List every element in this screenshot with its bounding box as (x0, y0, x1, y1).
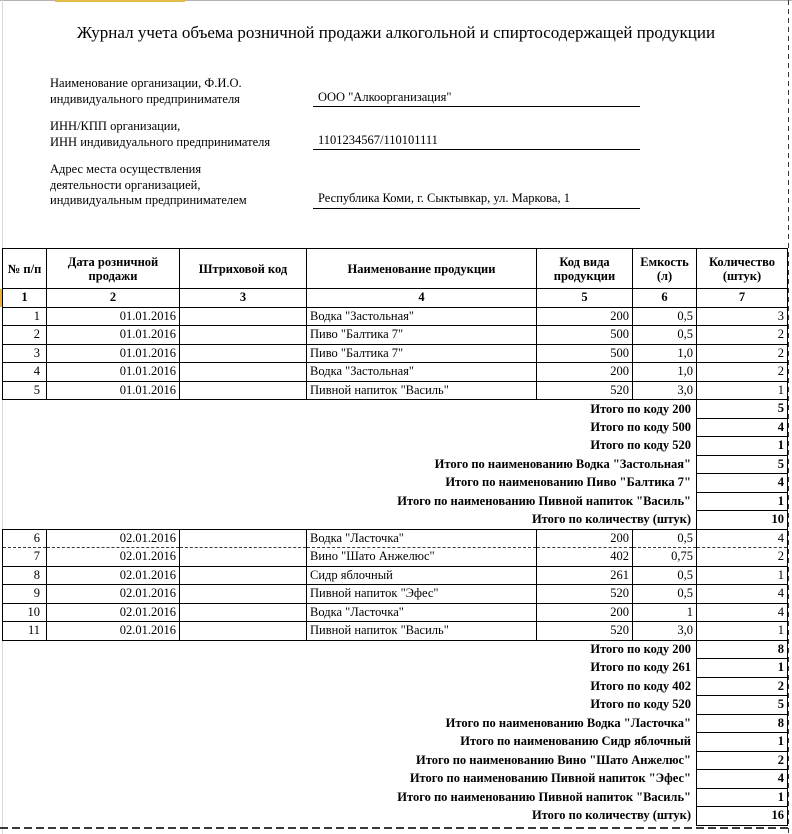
total-label: Итого по коду 402 (590, 678, 691, 693)
total-label: Итого по коду 500 (590, 419, 691, 434)
page-break-line-right (788, 0, 789, 834)
cell-row-number: 6 (3, 529, 47, 548)
day1-totals-section (3, 400, 788, 530)
table-data-row (3, 381, 788, 400)
cell-volume: 0,5 (633, 585, 697, 604)
col-header-num: № п/п (3, 249, 47, 289)
cell-product-name: Водка "Ласточка" (307, 529, 537, 548)
total-value: 8 (697, 714, 788, 733)
table-data-row (3, 529, 788, 548)
total-label: Итого по наименованию Водка "Застольная" (434, 456, 691, 471)
page-break-line-bottom (0, 827, 792, 829)
total-label: Итого по наименованию Пивной напиток "Василь" (397, 493, 691, 508)
cell-barcode (180, 381, 307, 400)
journal-title: Журнал учета объема розничной продажи алкогольной и спиртосодержащей продукции (76, 23, 716, 42)
cell-volume: 3,0 (633, 622, 697, 641)
table-data-row (3, 548, 788, 567)
table-data-row (3, 622, 788, 641)
cell-volume: 1,0 (633, 363, 697, 382)
total-row (3, 418, 788, 437)
total-value: 1 (697, 492, 788, 511)
cell-sale-date: 01.01.2016 (47, 363, 180, 382)
day2-rows-section (3, 529, 788, 640)
total-value: 16 (697, 807, 788, 826)
org-inn-label-line1: ИНН/КПП организации, (50, 119, 181, 133)
sheet-top-gold-segment (55, 0, 185, 2)
col-number-7: 7 (697, 289, 788, 308)
cell-product-name: Пиво "Балтика 7" (307, 344, 537, 363)
cell-quantity: 4 (697, 585, 788, 604)
cell-sale-date: 01.01.2016 (47, 307, 180, 326)
cell-sale-date: 02.01.2016 (47, 585, 180, 604)
total-label: Итого по количеству (штук) (531, 808, 691, 823)
col-header-volume: Емкость (л) (633, 249, 697, 289)
org-address-value: Республика Коми, г. Сыктывкар, ул. Маркова, 1 (313, 191, 640, 209)
total-label: Итого по коду 261 (590, 660, 691, 675)
cell-quantity: 2 (697, 548, 788, 567)
col-number-3: 3 (180, 289, 307, 308)
cell-barcode (180, 307, 307, 326)
column-header-row (3, 249, 788, 289)
total-value: 5 (697, 696, 788, 715)
cell-product-code: 402 (537, 548, 633, 567)
org-inn-field (50, 119, 650, 150)
cell-quantity: 3 (697, 307, 788, 326)
day1-rows-section (3, 307, 788, 400)
cell-sale-date: 01.01.2016 (47, 381, 180, 400)
total-value: 2 (697, 677, 788, 696)
total-value: 4 (697, 418, 788, 437)
total-value: 1 (697, 437, 788, 456)
table-data-row (3, 603, 788, 622)
total-row (3, 455, 788, 474)
total-row (3, 659, 788, 678)
cell-product-name: Вино "Шато Анжелюс" (307, 548, 537, 567)
col-number-6: 6 (633, 289, 697, 308)
total-label: Итого по количеству (штук) (531, 512, 691, 526)
cell-barcode (180, 363, 307, 382)
cell-barcode (180, 326, 307, 345)
cell-volume: 1 (633, 603, 697, 622)
cell-product-code: 520 (537, 622, 633, 641)
journal-table (2, 248, 788, 826)
org-address-label-line2: деятельности организацией, (50, 177, 201, 192)
total-row (3, 640, 788, 659)
org-name-label-line1: Наименование организации, Ф.И.О. (50, 76, 242, 90)
day2-totals-section (3, 640, 788, 825)
cell-quantity: 4 (697, 603, 788, 622)
total-row (3, 511, 788, 530)
cell-quantity: 1 (697, 566, 788, 585)
cell-row-number: 4 (3, 363, 47, 382)
total-row (3, 677, 788, 696)
org-inn-value: 1101234567/110101111 (313, 133, 640, 151)
cell-quantity: 1 (697, 622, 788, 641)
cell-barcode (180, 344, 307, 363)
col-number-1: 1 (3, 289, 47, 308)
org-inn-label (50, 119, 313, 150)
total-value: 10 (697, 511, 788, 530)
cell-row-number: 11 (3, 622, 47, 641)
cell-product-code: 520 (537, 585, 633, 604)
cell-barcode (180, 529, 307, 548)
org-name-label (50, 76, 313, 107)
col-header-date: Дата розничной продажи (47, 249, 180, 289)
total-row (3, 807, 788, 826)
cell-sale-date: 02.01.2016 (47, 548, 180, 567)
cell-row-number: 2 (3, 326, 47, 345)
org-address-label-line3: индивидуальным предпринимателем (50, 193, 247, 207)
cell-row-number: 9 (3, 585, 47, 604)
cell-product-code: 500 (537, 326, 633, 345)
cell-row-number: 1 (3, 307, 47, 326)
cell-sale-date: 02.01.2016 (47, 566, 180, 585)
cell-row-number: 5 (3, 381, 47, 400)
cell-product-code: 200 (537, 363, 633, 382)
total-label: Итого по коду 520 (590, 697, 691, 712)
cell-product-code: 200 (537, 307, 633, 326)
table-data-row (3, 566, 788, 585)
col-header-quantity: Количество (штук) (697, 249, 788, 289)
cell-quantity: 2 (697, 326, 788, 345)
total-label: Итого по наименованию Вино "Шато Анжелюс" (416, 752, 691, 767)
cell-product-name: Пиво "Балтика 7" (307, 326, 537, 345)
total-value: 1 (697, 659, 788, 678)
col-number-4: 4 (307, 289, 537, 308)
total-row (3, 437, 788, 456)
cell-barcode (180, 566, 307, 585)
col-header-product-code: Код вида продукции (537, 249, 633, 289)
total-row (3, 788, 788, 807)
cell-product-code: 520 (537, 381, 633, 400)
cell-quantity: 4 (697, 529, 788, 548)
cell-barcode (180, 585, 307, 604)
cell-product-name: Водка "Застольная" (307, 363, 537, 382)
total-value: 5 (697, 455, 788, 474)
cell-row-number: 10 (3, 603, 47, 622)
cell-sale-date: 01.01.2016 (47, 344, 180, 363)
cell-volume: 0,5 (633, 566, 697, 585)
total-value: 1 (697, 733, 788, 752)
table-data-row (3, 363, 788, 382)
cell-volume: 0,5 (633, 529, 697, 548)
total-label: Итого по наименованию Сидр яблочный (460, 734, 691, 749)
table-header-section (3, 249, 788, 308)
cell-quantity: 2 (697, 363, 788, 382)
column-number-row (3, 289, 788, 308)
total-label: Итого по наименованию Пивной напиток "Эфес" (409, 771, 691, 786)
cell-product-name: Пивной напиток "Василь" (307, 622, 537, 641)
cell-volume: 0,5 (633, 326, 697, 345)
cell-barcode (180, 548, 307, 567)
total-row (3, 733, 788, 752)
org-fields-block (50, 76, 650, 221)
cell-product-name: Сидр яблочный (307, 566, 537, 585)
org-name-label-line2: индивидуального предпринимателя (50, 91, 240, 106)
total-row (3, 492, 788, 511)
col-number-2: 2 (47, 289, 180, 308)
org-address-label (50, 162, 313, 209)
cell-row-number: 3 (3, 344, 47, 363)
cell-product-name: Пивной напиток "Василь" (307, 381, 537, 400)
total-label: Итого по коду 520 (590, 438, 691, 453)
cell-row-number: 7 (3, 548, 47, 567)
total-row (3, 474, 788, 493)
cell-volume: 1,0 (633, 344, 697, 363)
table-data-row (3, 307, 788, 326)
table-data-row (3, 585, 788, 604)
cell-product-name: Водка "Застольная" (307, 307, 537, 326)
cell-sale-date: 02.01.2016 (47, 622, 180, 641)
total-row (3, 770, 788, 789)
cell-product-code: 200 (537, 603, 633, 622)
total-value: 1 (697, 788, 788, 807)
cell-quantity: 1 (697, 381, 788, 400)
total-row (3, 400, 788, 419)
cell-barcode (180, 622, 307, 641)
total-row (3, 751, 788, 770)
cell-product-name: Водка "Ласточка" (307, 603, 537, 622)
org-name-field (50, 76, 650, 107)
cell-volume: 0,5 (633, 307, 697, 326)
total-value: 2 (697, 751, 788, 770)
total-value: 8 (697, 640, 788, 659)
col-header-barcode: Штриховой код (180, 249, 307, 289)
org-name-value: ООО "Алкоорганизация" (313, 90, 640, 108)
cell-sale-date: 02.01.2016 (47, 529, 180, 548)
cell-row-number: 8 (3, 566, 47, 585)
table-data-row (3, 326, 788, 345)
total-value: 5 (697, 400, 788, 419)
table-data-row (3, 344, 788, 363)
total-value: 4 (697, 474, 788, 493)
total-label: Итого по наименованию Пиво "Балтика 7" (445, 475, 691, 490)
total-row (3, 714, 788, 733)
cell-sale-date: 01.01.2016 (47, 326, 180, 345)
total-label: Итого по наименованию Пивной напиток "Василь" (397, 789, 691, 804)
total-value: 4 (697, 770, 788, 789)
org-inn-label-line2: ИНН индивидуального предпринимателя (50, 134, 271, 149)
col-header-product-name: Наименование продукции (307, 249, 537, 289)
col-number-5: 5 (537, 289, 633, 308)
cell-volume: 3,0 (633, 381, 697, 400)
total-label: Итого по коду 200 (590, 642, 691, 656)
cell-volume: 0,75 (633, 548, 697, 567)
total-row (3, 696, 788, 715)
cell-sale-date: 02.01.2016 (47, 603, 180, 622)
org-address-field (50, 162, 650, 209)
cell-product-code: 200 (537, 529, 633, 548)
org-address-label-line1: Адрес места осуществления (50, 162, 202, 176)
total-label: Итого по коду 200 (590, 401, 691, 416)
cell-product-code: 261 (537, 566, 633, 585)
cell-product-code: 500 (537, 344, 633, 363)
cell-barcode (180, 603, 307, 622)
total-label: Итого по наименованию Водка "Ласточка" (445, 715, 691, 730)
cell-quantity: 2 (697, 344, 788, 363)
cell-product-name: Пивной напиток "Эфес" (307, 585, 537, 604)
